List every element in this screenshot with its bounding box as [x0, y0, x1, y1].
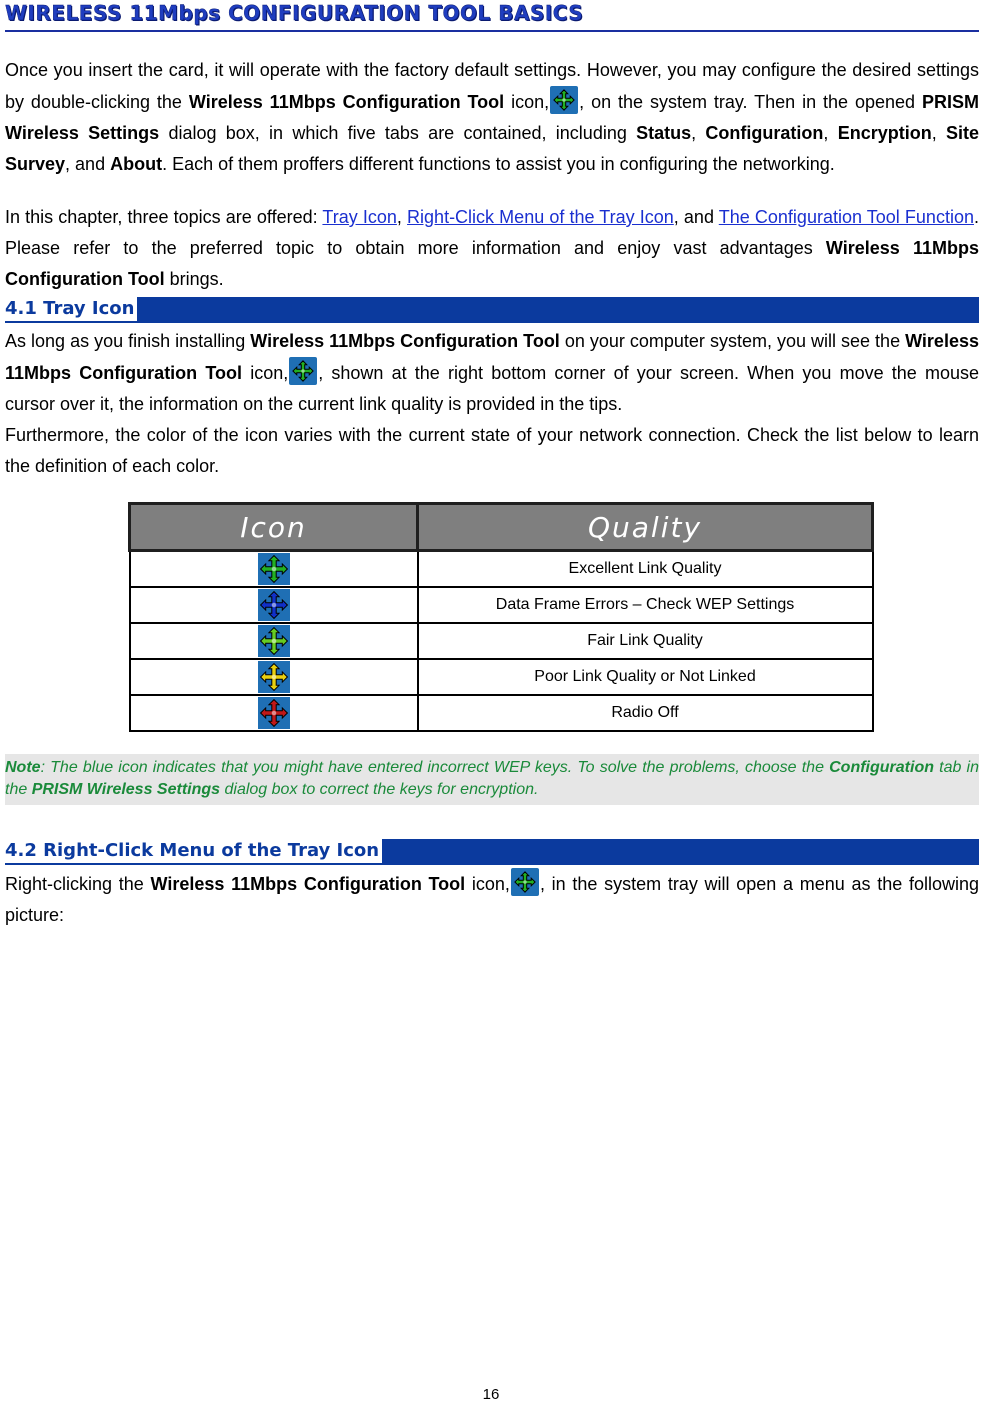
text: . Each of them proffers different functions to assist you in configuring the networking. [162, 154, 835, 174]
page-number: 16 [482, 1386, 500, 1403]
section-4-1-bar [5, 297, 979, 323]
icon-cell [130, 587, 418, 623]
intro-paragraph-1 [5, 55, 979, 180]
tool-name: Wireless 11Mbps Configuration Tool [188, 92, 505, 112]
text: , shown at the right bottom corner of your screen. When you move the mouse cursor over it, the information on the current link quality is provided in the tips. [5, 363, 979, 414]
text: icon, [242, 363, 289, 383]
text: icon, [504, 92, 550, 112]
yellow-arrows-icon [258, 661, 290, 693]
text: icon, [465, 874, 510, 894]
link-tray-icon[interactable]: Tray Icon [322, 207, 397, 227]
section-4-1-paragraph-2: Furthermore, the color of the icon varies with the current state of your network connection. Check the list below to learn the definition of each color. [5, 425, 979, 476]
text: As long as you finish installing [5, 331, 251, 351]
section-4-2-paragraph [5, 868, 979, 931]
icon-cell [130, 551, 418, 588]
text: In this chapter, three topics are offered: [5, 207, 323, 227]
text: dialog box, in which five tabs are contained, including [159, 123, 637, 143]
icon-cell [130, 659, 418, 695]
table-header-icon: Icon [130, 504, 418, 551]
text: , [931, 123, 946, 143]
blue-arrows-icon [258, 589, 290, 621]
dialog-name: PRISM Wireless Settings [5, 92, 979, 143]
text: , and [673, 207, 719, 227]
section-4-2-bar [5, 839, 979, 865]
note-label: Note [5, 759, 41, 776]
icon-cell [130, 623, 418, 659]
text: : The blue icon indicates that you might have entered incorrect WEP keys. To solve the problems, choose the [40, 759, 830, 776]
tray-icon [550, 86, 578, 114]
tray-icon [289, 357, 317, 385]
note-tab-name: Configuration [829, 759, 934, 776]
tab-site-survey-name: Site Survey [5, 123, 979, 174]
tool-name: Wireless 11Mbps Configuration Tool [150, 874, 466, 894]
quality-cell: Radio Off [418, 695, 873, 731]
quality-cell: Fair Link Quality [418, 623, 873, 659]
table-row [130, 587, 873, 623]
tray-icon [511, 868, 539, 896]
table-row [130, 551, 873, 588]
link-right-click-menu[interactable]: Right-Click Menu of the Tray Icon [407, 207, 674, 227]
light-green-arrows-icon [258, 625, 290, 657]
table-row [130, 623, 873, 659]
section-4-1-paragraph-1 [5, 326, 979, 420]
tool-name: Wireless 11Mbps Configuration Tool [250, 331, 560, 351]
document-page [5, 0, 979, 931]
chapter-title-bar [5, 0, 979, 32]
table-row [130, 695, 873, 731]
note-dialog-name: PRISM Wireless Settings [31, 781, 221, 798]
text: , [823, 123, 838, 143]
text: Right-clicking the [5, 874, 151, 894]
text: , [396, 207, 408, 227]
intro-paragraph-2 [5, 202, 979, 295]
icon-quality-table [128, 502, 874, 732]
green-arrows-icon [258, 553, 290, 585]
text: tab in the [5, 759, 979, 798]
note-box [5, 754, 979, 805]
text: , and [65, 154, 111, 174]
link-configuration-tool-function[interactable]: The Configuration Tool Function [718, 207, 974, 227]
section-4-2-heading: 4.2 Right-Click Menu of the Tray Icon [5, 839, 382, 865]
tab-encryption-name: Encryption [837, 123, 932, 143]
text: , in the system tray will open a menu as the following picture: [5, 874, 979, 925]
quality-cell: Excellent Link Quality [418, 551, 873, 588]
text: on your computer system, you will see the [559, 331, 906, 351]
section-4-1-heading: 4.1 Tray Icon [5, 297, 137, 323]
table-row [130, 659, 873, 695]
tool-name: Wireless 11Mbps Configuration Tool [5, 238, 979, 289]
tool-name: Wireless 11Mbps Configuration Tool [5, 331, 979, 383]
quality-cell: Poor Link Quality or Not Linked [418, 659, 873, 695]
text: , [691, 123, 706, 143]
chapter-title: WIRELESS 11Mbps CONFIGURATION TOOL BASICS [5, 1, 584, 25]
text: . Please refer to the preferred topic to obtain more information and enjoy vast advantages [5, 207, 979, 258]
tab-configuration-name: Configuration [705, 123, 824, 143]
text: Once you insert the card, it will operate with the factory default settings. However, you may configure the desired settings by double-clicking the [5, 60, 979, 112]
text: brings. [164, 269, 224, 289]
tab-status-name: Status [636, 123, 692, 143]
tab-about-name: About [110, 154, 163, 174]
text: , on the system tray. Then in the opened [579, 92, 922, 112]
text: dialog box to correct the keys for encryption. [220, 781, 539, 798]
table-header-quality: Quality [418, 504, 873, 551]
icon-cell [130, 695, 418, 731]
quality-cell: Data Frame Errors – Check WEP Settings [418, 587, 873, 623]
red-arrows-icon [258, 697, 290, 729]
